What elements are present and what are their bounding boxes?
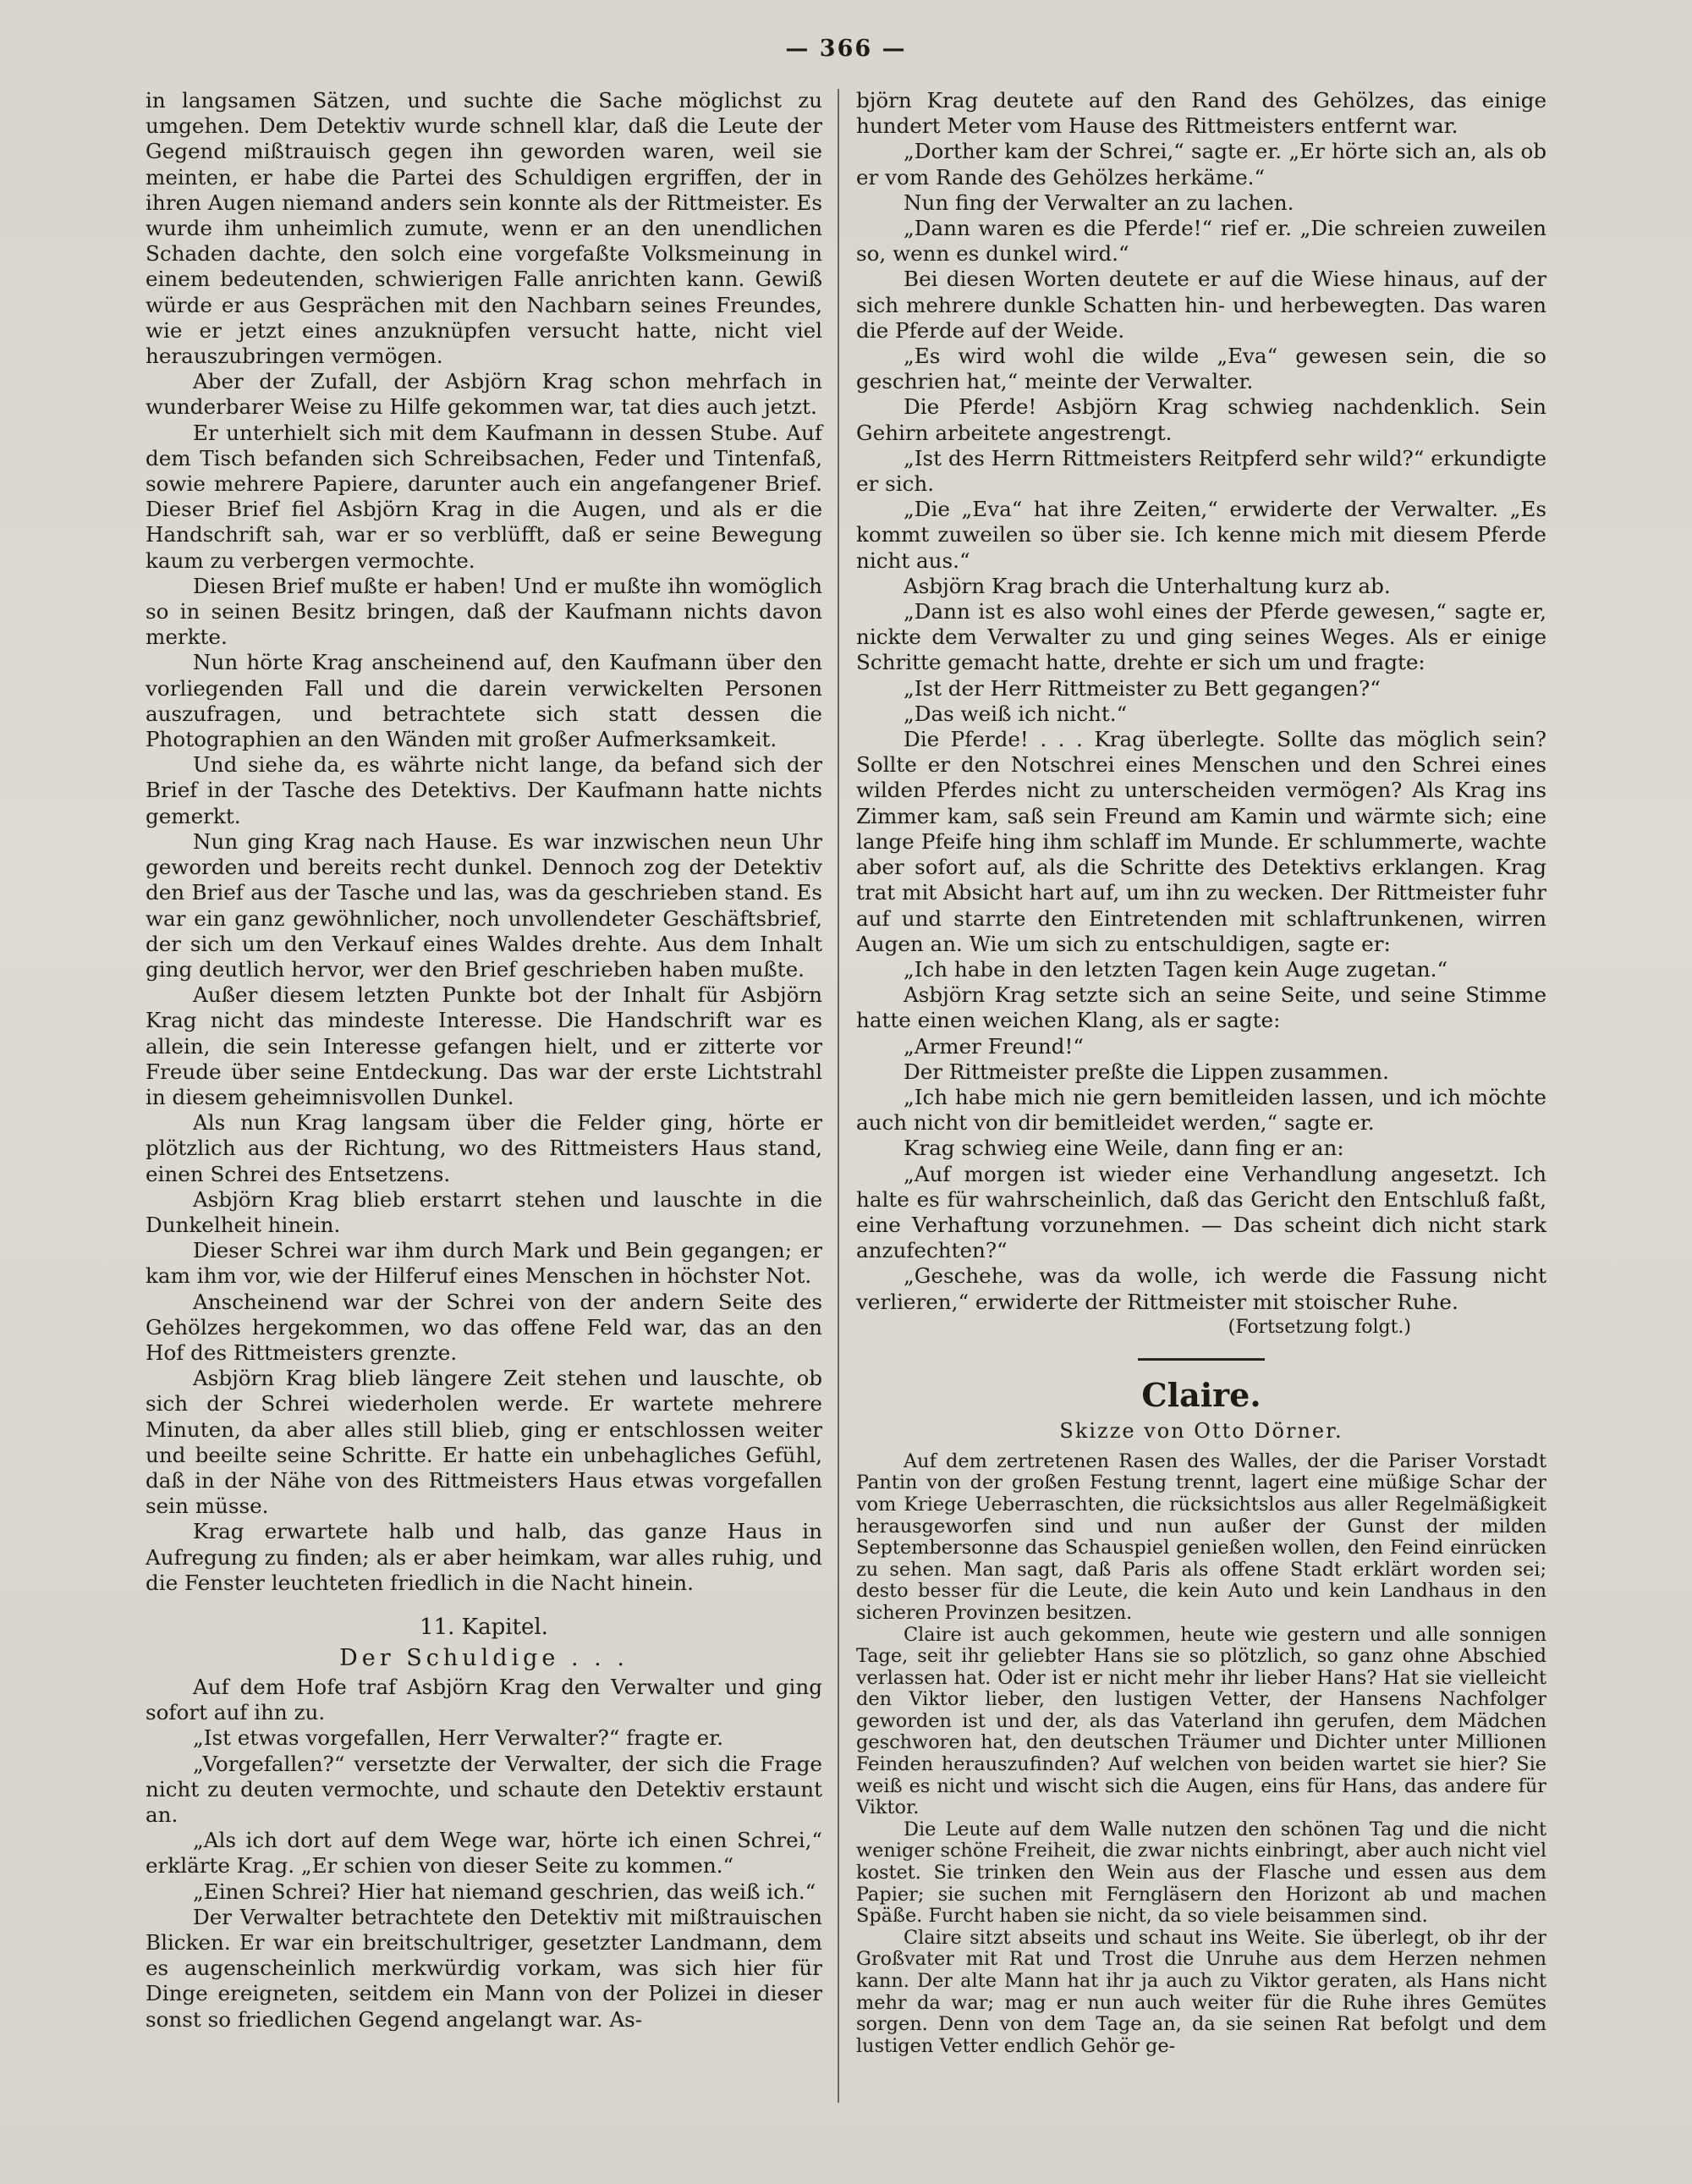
left-paragraphs-a (146, 88, 822, 1596)
paragraph: Asbjörn Krag brach die Unterhaltung kurz ab. (904, 573, 1391, 598)
paragraph: Und siehe da, es währte nicht lange, da befand sich der Brief in der Tasche des Detektivs. Der Kaufmann hatte nichts gemerkt. (146, 752, 822, 828)
paragraph: „Armer Freund!“ (904, 1033, 1084, 1059)
paragraph: Claire ist auch gekommen, heute wie gestern und alle sonnigen Tage, seit ihr geliebter Hans sie so plötzlich, so ganz ohne Abschied verlassen hat. Oder ist er nicht mehr ihr lieber Hans? Hat sie vielleicht den Viktor lieber, den lustigen Vetter, der Hansens Nachfolger geworden ist und der, als das Vaterland ihn gerufen, dem Mädchen geschworen hat, den deutschen Träumer und Dichter unter Millionen Feinden herauszufinden? Auf welchen von beiden wartet sie hier? Sie weiß es nicht und wischt sich die Augen, eins für Hans, das andere für Viktor. (856, 1623, 1546, 1819)
left-paragraphs-b (146, 1675, 822, 2033)
paragraph: Krag schwieg eine Weile, dann fing er an: (904, 1136, 1344, 1161)
paragraph: björn Krag deutete auf den Rand des Gehölzes, das einige hundert Meter vom Hause des Rittmeisters entfernt war. (856, 88, 1546, 139)
paragraph: „Ist etwas vorgefallen, Herr Verwalter?“ fragte er. (193, 1725, 724, 1751)
paragraph: „Die „Eva“ hat ihre Zeiten,“ erwiderte der Verwalter. „Es kommt zuweilen so über sie. Ich kenne mich mit diesem Pferde nicht aus.“ (856, 497, 1546, 573)
column-divider (838, 89, 839, 2103)
paragraph: Die Pferde! Asbjörn Krag schwieg nachdenklich. Sein Gehirn arbeitete angestrengt. (856, 394, 1546, 445)
story-paragraphs (856, 1451, 1546, 2058)
paragraph: Nun fing der Verwalter an zu lachen. (904, 190, 1294, 215)
paragraph: Er unterhielt sich mit dem Kaufmann in dessen Stube. Auf dem Tisch befanden sich Schreibsachen, Feder und Tintenfaß, sowie mehrere Papiere, darunter auch ein angefangener Brief. Dieser Brief fiel Asbjörn Krag in die Augen, und als er die Handschrift sah, war er so verblüfft, daß er seine Bewegung kaum zu verbergen vermochte. (146, 420, 822, 573)
paragraph: „Dorther kam der Schrei,“ sagte er. „Er hörte sich an, als ob er vom Rande des Gehölzes herkäme.“ (856, 139, 1546, 190)
paragraph: in langsamen Sätzen, und suchte die Sache möglichst zu umgehen. Dem Detektiv wurde schnell klar, daß die Leute der Gegend mißtrauisch gegen ihn geworden waren, weil sie meinten, er habe die Partei des Schuldigen ergriffen, der in ihren Augen niemand anders sein konnte als der Rittmeister. Es wurde ihm unheimlich zumute, wenn er an den unendlichen Schaden dachte, den solch eine vorgefaßte Volksmeinung in einem bedeutenden, schwierigen Falle anrichten kann. Gewiß würde er aus Gesprächen mit den Nachbarn seines Freundes, wie er jetzt eines anzuknüpfen versucht hatte, nicht viel herauszubringen vermögen. (146, 88, 822, 369)
story-byline: Skizze von Otto Dörner. (1059, 1418, 1343, 1443)
paragraph: „Als ich dort auf dem Wege war, hörte ich einen Schrei,“ erklärte Krag. „Er schien von dieser Seite zu kommen.“ (146, 1828, 822, 1879)
paragraph: Auf dem Hofe traf Asbjörn Krag den Verwalter und ging sofort auf ihn zu. (146, 1674, 822, 1725)
paragraph: „Das weiß ich nicht.“ (904, 701, 1128, 726)
paragraph: „Ist des Herrn Rittmeisters Reitpferd sehr wild?“ erkundigte er sich. (856, 445, 1546, 497)
paragraph: Diesen Brief mußte er haben! Und er mußte ihn womöglich so in seinen Besitz bringen, daß der Kaufmann nichts davon merkte. (146, 573, 822, 650)
paragraph: Auf dem zertretenen Rasen des Walles, der die Pariser Vorstadt Pantin von der großen Festung trennt, lagert eine müßige Schar der vom Kriege Ueberraschten, die rücksichtslos aus aller Regelmäßigkeit herausgeworfen sind und nun außer der Gunst der milden Septembersonne das Schauspiel genießen wollen, den Feind einrücken zu sehen. Man sagt, daß Paris als offene Stadt erklärt worden sei; desto besser für die Leute, die kein Auto und kein Landhaus in den sicheren Provinzen besitzen. (856, 1450, 1546, 1624)
paragraph: Anscheinend war der Schrei von der andern Seite des Gehölzes hergekommen, wo das offene Feld war, das an den Hof des Rittmeisters grenzte. (146, 1289, 822, 1365)
paragraph: „Einen Schrei? Hier hat niemand geschrien, das weiß ich.“ (193, 1879, 816, 1904)
right-column (856, 88, 1546, 2170)
paragraph: Nun ging Krag nach Hause. Es war inzwischen neun Uhr geworden und bereits recht dunkel. Dennoch zog der Detektiv den Brief aus der Tasche und las, was da geschrieben stand. Es war ein ganz gewöhnlicher, noch unvollendeter Geschäftsbrief, der sich um den Verkauf eines Waldes drehte. Aus dem Inhalt ging deutlich hervor, wer den Brief geschrieben haben mußte. (146, 828, 822, 982)
paragraph: „Ist der Herr Rittmeister zu Bett gegangen?“ (904, 675, 1381, 701)
paragraph: Asbjörn Krag setzte sich an seine Seite, und seine Stimme hatte einen weichen Klang, als er sagte: (856, 982, 1546, 1033)
paragraph: Asbjörn Krag blieb längere Zeit stehen und lauschte, ob sich der Schrei wiederholen werde. Er wartete mehrere Minuten, da aber alles still blieb, ging er entschlossen weiter und beeilte seine Schritte. Er hatte ein unbehagliches Gefühl, daß in der Nähe von des Rittmeisters Haus etwas vorgefallen sein müsse. (146, 1366, 822, 1519)
paragraph: Außer diesem letzten Punkte bot der Inhalt für Asbjörn Krag nicht das mindeste Interesse. Die Handschrift war es allein, die sein Interesse gefangen hielt, und er zitterte vor Freude über seine Entdeckung. Das war der erste Lichtstrahl in diesem geheimnisvollen Dunkel. (146, 982, 822, 1109)
paragraph: „Dann ist es also wohl eines der Pferde gewesen,“ sagte er, nickte dem Verwalter zu und ging seines Weges. Als er einige Schritte gemacht hatte, drehte er sich um und fragte: (856, 599, 1546, 675)
paragraph: Die Leute auf dem Walle nutzen den schönen Tag und die nicht weniger schöne Freiheit, die zwar nichts einbringt, aber auch nicht viel kostet. Sie trinken den Wein aus der Flasche und essen aus dem Papier; sie suchen mit Ferngläsern den Horizont ab und machen Späße. Furcht haben sie nicht, da so viele beisammen sind. (856, 1818, 1546, 1928)
chapter-heading: 11. Kapitel. (420, 1614, 548, 1640)
paragraph: „Ich habe in den letzten Tagen kein Auge zugetan.“ (904, 956, 1448, 982)
paragraph: „Dann waren es die Pferde!“ rief er. „Die schreien zuweilen so, wenn es dunkel wird.“ (856, 216, 1546, 267)
paragraph: „Auf morgen ist wieder eine Verhandlung angesetzt. Ich halte es für wahrscheinlich, daß das Gericht den Entschluß faßt, eine Verhaftung vorzunehmen. — Das scheint dich nicht stark anzufechten?“ (856, 1161, 1546, 1263)
paragraph: Der Verwalter betrachtete den Detektiv mit mißtrauischen Blicken. Er war ein breitschultriger, gesetzter Landmann, dem es augenscheinlich merkwürdig vorkam, was sich hier für Dinge ereigneten, seitdem ein Mann von der Polizei in dieser sonst so friedlichen Gegend angelangt war. As- (146, 1904, 822, 2032)
paragraph: Nun hörte Krag anscheinend auf, den Kaufmann über den vorliegenden Fall und die darein verwickelten Personen auszufragen, und betrachtete sich statt dessen die Photographien an den Wänden mit großer Aufmerksamkeit. (146, 650, 822, 752)
paragraph: Claire sitzt abseits und schaut ins Weite. Sie überlegt, ob ihr der Großvater mit Rat und Trost die Unruhe aus dem Herzen nehmen kann. Der alte Mann hat ihr ja auch zu Viktor geraten, als Hans nicht mehr da war; mag er nun auch weiter für die Ruhe ihres Gemütes sorgen. Denn von dem Tage an, da sie seinen Rat befolgt und dem lustigen Vetter endlich Gehör ge- (856, 1926, 1546, 2057)
chapter-title: Der Schuldige . . . (339, 1644, 629, 1671)
continuation-note: (Fortsetzung folgt.) (1228, 1316, 1411, 1338)
page-number: — 366 — (785, 36, 907, 62)
story-separator (1138, 1358, 1265, 1361)
paragraph: Krag erwartete halb und halb, das ganze Haus in Aufregung zu finden; als er aber heimkam, war alles ruhig, und die Fenster leuchteten friedlich in die Nacht hinein. (146, 1519, 822, 1595)
paragraph: Bei diesen Worten deutete er auf die Wiese hinaus, auf der sich mehrere dunkle Schatten hin- und herbewegten. Das waren die Pferde auf der Weide. (856, 267, 1546, 343)
paragraph: „Vorgefallen?“ versetzte der Verwalter, der sich die Frage nicht zu deuten vermochte, und schaute den Detektiv erstaunt an. (146, 1751, 822, 1827)
paragraph: Der Rittmeister preßte die Lippen zusammen. (904, 1059, 1389, 1084)
paragraph: Dieser Schrei war ihm durch Mark und Bein gegangen; er kam ihm vor, wie der Hilferuf eines Menschen in höchster Not. (146, 1238, 822, 1289)
paragraph: „Geschehe, was da wolle, ich werde die Fassung nicht verlieren,“ erwiderte der Rittmeister mit stoischer Ruhe. (856, 1263, 1546, 1314)
paragraph: Aber der Zufall, der Asbjörn Krag schon mehrfach in wunderbarer Weise zu Hilfe gekommen war, tat dies auch jetzt. (146, 369, 822, 420)
paragraph: Als nun Krag langsam über die Felder ging, hörte er plötzlich aus der Richtung, wo des Rittmeisters Haus stand, einen Schrei des Entsetzens. (146, 1110, 822, 1186)
paragraph: „Ich habe mich nie gern bemitleiden lassen, und ich möchte auch nicht von dir bemitleidet werden,“ sagte er. (856, 1084, 1546, 1136)
left-column (146, 88, 822, 2170)
story-title: Claire. (1141, 1375, 1261, 1414)
paragraph: „Es wird wohl die wilde „Eva“ gewesen sein, die so geschrien hat,“ meinte der Verwalter. (856, 344, 1546, 394)
paragraph: Die Pferde! . . . Krag überlegte. Sollte das möglich sein? Sollte er den Notschrei eines Menschen und den Schrei eines wilden Pferdes nicht zu unterscheiden vermögen? Als Krag ins Zimmer kam, saß sein Freund am Kamin und wärmte sich; eine lange Pfeife hing ihm schlaff im Munde. Er schlummerte, wachte aber sofort auf, als die Schritte des Detektivs erklangen. Krag trat mit Absicht hart auf, um ihn zu wecken. Der Rittmeister fuhr auf und starrte den Eintretenden mit schlaftrunkenen, wirren Augen an. Wie um sich zu entschuldigen, sagte er: (856, 727, 1546, 956)
paragraph: Asbjörn Krag blieb erstarrt stehen und lauschte in die Dunkelheit hinein. (146, 1186, 822, 1237)
right-paragraphs-a (856, 88, 1546, 1315)
